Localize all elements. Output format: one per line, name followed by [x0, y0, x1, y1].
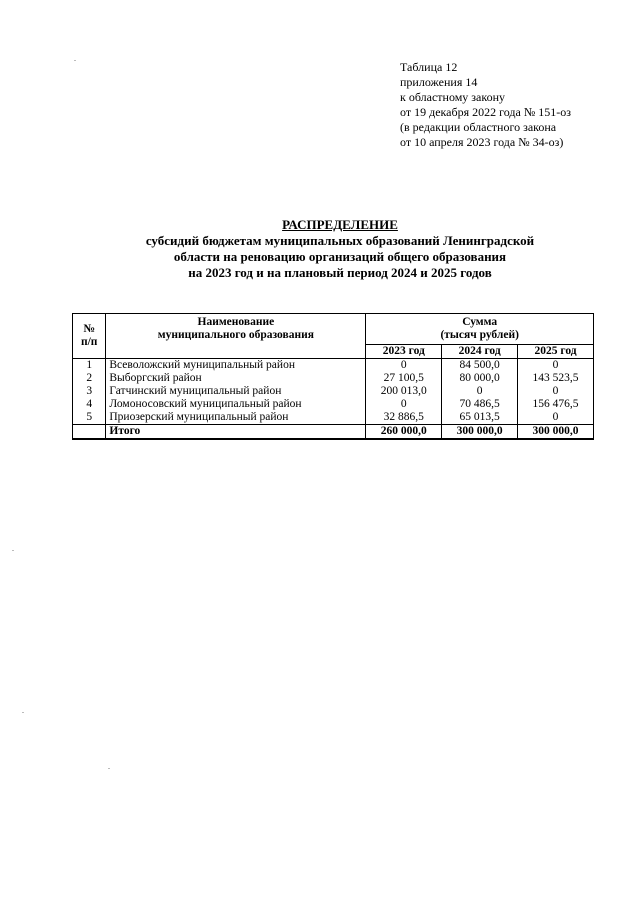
table-row — [73, 398, 594, 411]
value-2024: 80 000,0 — [442, 372, 518, 385]
value-2023: 0 — [366, 398, 442, 411]
total-label: Итого — [106, 425, 366, 440]
value-2023: 32 886,5 — [366, 411, 442, 425]
scan-speck — [74, 60, 76, 61]
column-header-2025: 2025 год — [518, 345, 594, 359]
column-header-text: п/п — [80, 336, 98, 348]
value-2025: 0 — [518, 385, 594, 398]
column-header-number — [73, 314, 106, 359]
table-row — [73, 372, 594, 385]
column-header-2023: 2023 год — [366, 345, 442, 359]
column-header-sum — [366, 314, 594, 345]
table-row — [73, 359, 594, 373]
row-name: Ломоносовский муниципальный район — [106, 398, 366, 411]
header-line: приложения 14 — [400, 75, 478, 89]
value-2023: 200 013,0 — [366, 385, 442, 398]
header-line: от 19 декабря 2022 года № 151-оз — [400, 105, 572, 119]
table-header-row — [73, 314, 594, 345]
value-2025: 0 — [518, 411, 594, 425]
column-header-text: Сумма — [462, 316, 498, 328]
row-number: 5 — [73, 411, 106, 425]
column-header-name — [106, 314, 366, 359]
value-2024: 70 486,5 — [442, 398, 518, 411]
scan-speck — [22, 712, 24, 713]
column-header-text: (тысяч рублей) — [440, 329, 519, 341]
document-title — [60, 217, 620, 281]
row-number: 1 — [73, 359, 106, 373]
value-2025: 0 — [518, 359, 594, 373]
value-2024: 65 013,5 — [442, 411, 518, 425]
row-number: 2 — [73, 372, 106, 385]
row-name: Гатчинский муниципальный район — [106, 385, 366, 398]
scan-speck — [108, 768, 110, 769]
table-row — [73, 411, 594, 425]
row-number: 3 — [73, 385, 106, 398]
value-2025: 143 523,5 — [518, 372, 594, 385]
document-header — [400, 60, 571, 150]
scan-speck — [12, 550, 14, 551]
table-total-row — [73, 425, 594, 440]
total-number-cell — [73, 425, 106, 440]
distribution-table — [72, 313, 594, 440]
header-line: (в редакции областного закона — [400, 120, 557, 134]
column-header-text: № — [83, 323, 95, 335]
header-line: Таблица 12 — [400, 60, 458, 74]
total-2023: 260 000,0 — [366, 425, 442, 440]
row-name: Всеволожский муниципальный район — [106, 359, 366, 373]
total-2025: 300 000,0 — [518, 425, 594, 440]
title-line: на 2023 год и на плановый период 2024 и 2025 годов — [188, 265, 492, 280]
value-2025: 156 476,5 — [518, 398, 594, 411]
value-2023: 27 100,5 — [366, 372, 442, 385]
title-line: области на реновацию организаций общего образования — [173, 249, 507, 264]
row-number: 4 — [73, 398, 106, 411]
value-2024: 84 500,0 — [442, 359, 518, 373]
row-name: Приозерский муниципальный район — [106, 411, 366, 425]
table-row — [73, 385, 594, 398]
title-line: субсидий бюджетам муниципальных образований Ленинградской — [145, 233, 535, 248]
column-header-2024: 2024 год — [442, 345, 518, 359]
column-header-text: Наименование — [197, 316, 275, 328]
header-line: от 10 апреля 2023 года № 34-оз) — [400, 135, 564, 149]
total-2024: 300 000,0 — [442, 425, 518, 440]
value-2024: 0 — [442, 385, 518, 398]
header-line: к областному закону — [400, 90, 506, 104]
row-name: Выборгский район — [106, 372, 366, 385]
column-header-text: муниципального образования — [157, 329, 314, 341]
value-2023: 0 — [366, 359, 442, 373]
title-main: РАСПРЕДЕЛЕНИЕ — [282, 217, 398, 232]
